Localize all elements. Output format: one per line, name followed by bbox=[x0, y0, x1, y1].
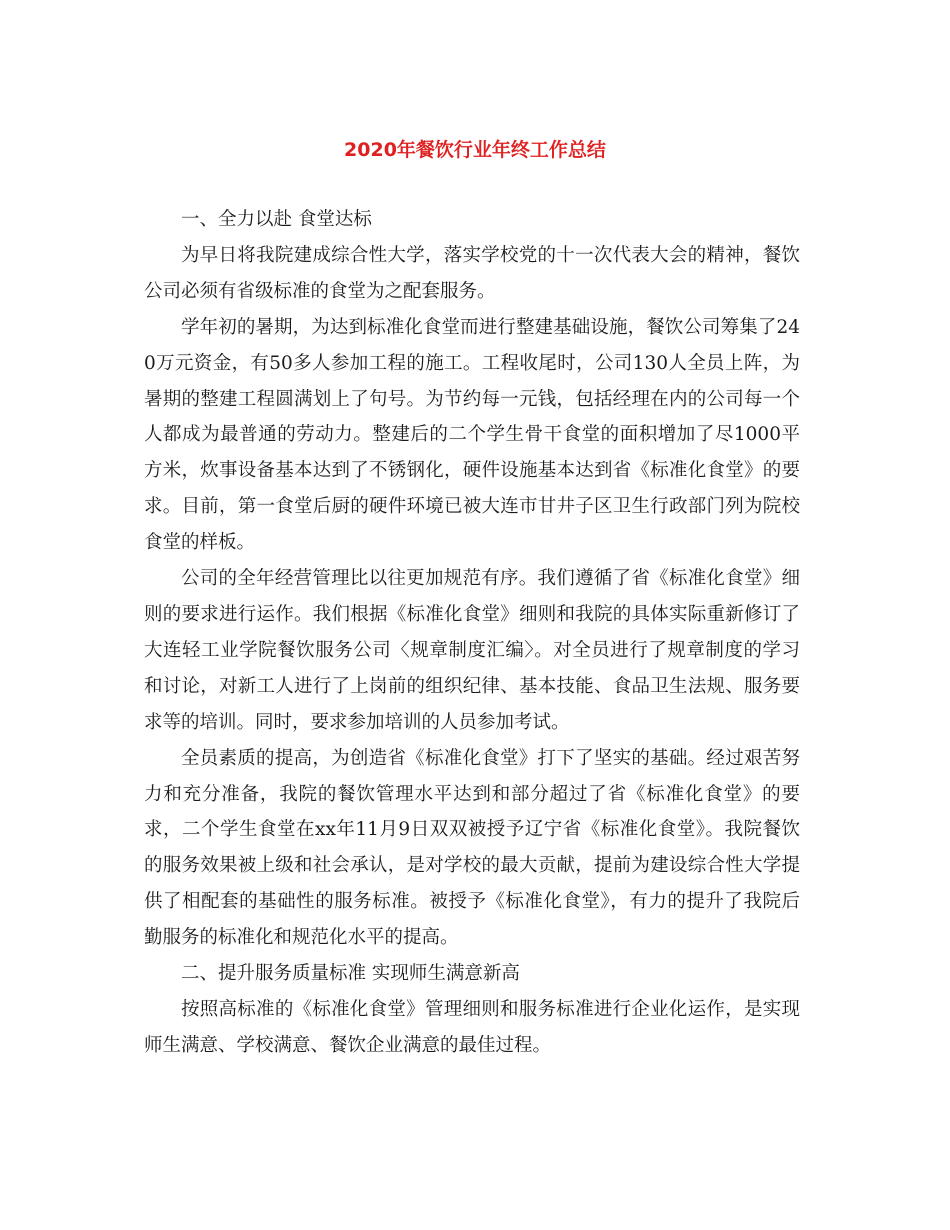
document-title: 2020年餐饮行业年终工作总结 bbox=[344, 139, 606, 161]
section-heading-1: 一、全力以赴 食堂达标 bbox=[181, 209, 372, 230]
document-body bbox=[144, 202, 800, 1064]
paragraph: 公司的全年经营管理比以往更加规范有序。我们遵循了省《标准化食堂》细则的要求进行运作。我们根据《标准化食堂》细则和我院的具体实际重新修订了大连轻工业学院餐饮服务公司〈规章制度汇编〉。对全员进行了规章制度的学习和讨论，对新工人进行了上岗前的组织纪律、基本技能、食品卫生法规、服务要求等的培训。同时，要求参加培训的人员参加考试。 bbox=[144, 568, 800, 733]
paragraph: 按照高标准的《标准化食堂》管理细则和服务标准进行企业化运作，是实现师生满意、学校满意、餐饮企业满意的最佳过程。 bbox=[144, 998, 800, 1056]
paragraph: 为早日将我院建成综合性大学，落实学校党的十一次代表大会的精神，餐饮公司必须有省级标准的食堂为之配套服务。 bbox=[144, 244, 800, 302]
section-heading-2: 二、提升服务质量标准 实现师生满意新高 bbox=[181, 963, 520, 985]
paragraph: 学年初的暑期，为达到标准化食堂而进行整建基础设施，餐饮公司筹集了240万元资金，有50多人参加工程的施工。工程收尾时，公司130人全员上阵，为暑期的整建工程圆满划上了句号。为节约每一元钱，包括经理在内的公司每一个人都成为最普通的劳动力。整建后的二个学生骨干食堂的面积增加了尽1000平方米，炊事设备基本达到了不锈钢化，硬件设施基本达到省《标准化食堂》的要求。目前，第一食堂后厨的硬件环境已被大连市甘井子区卫生行政部门列为院校食堂的样板。 bbox=[144, 316, 800, 554]
paragraph: 全员素质的提高，为创造省《标准化食堂》打下了坚实的基础。经过艰苦努力和充分准备，我院的餐饮管理水平达到和部分超过了省《标准化食堂》的要求，二个学生食堂在xx年11月9日双双被授予辽宁省《标准化食堂》。我院餐饮的服务效果被上级和社会承认，是对学校的最大贡献，提前为建设综合性大学提供了相配套的基础性的服务标准。被授予《标准化食堂》，有力的提升了我院后勤服务的标准化和规范化水平的提高。 bbox=[144, 747, 800, 949]
